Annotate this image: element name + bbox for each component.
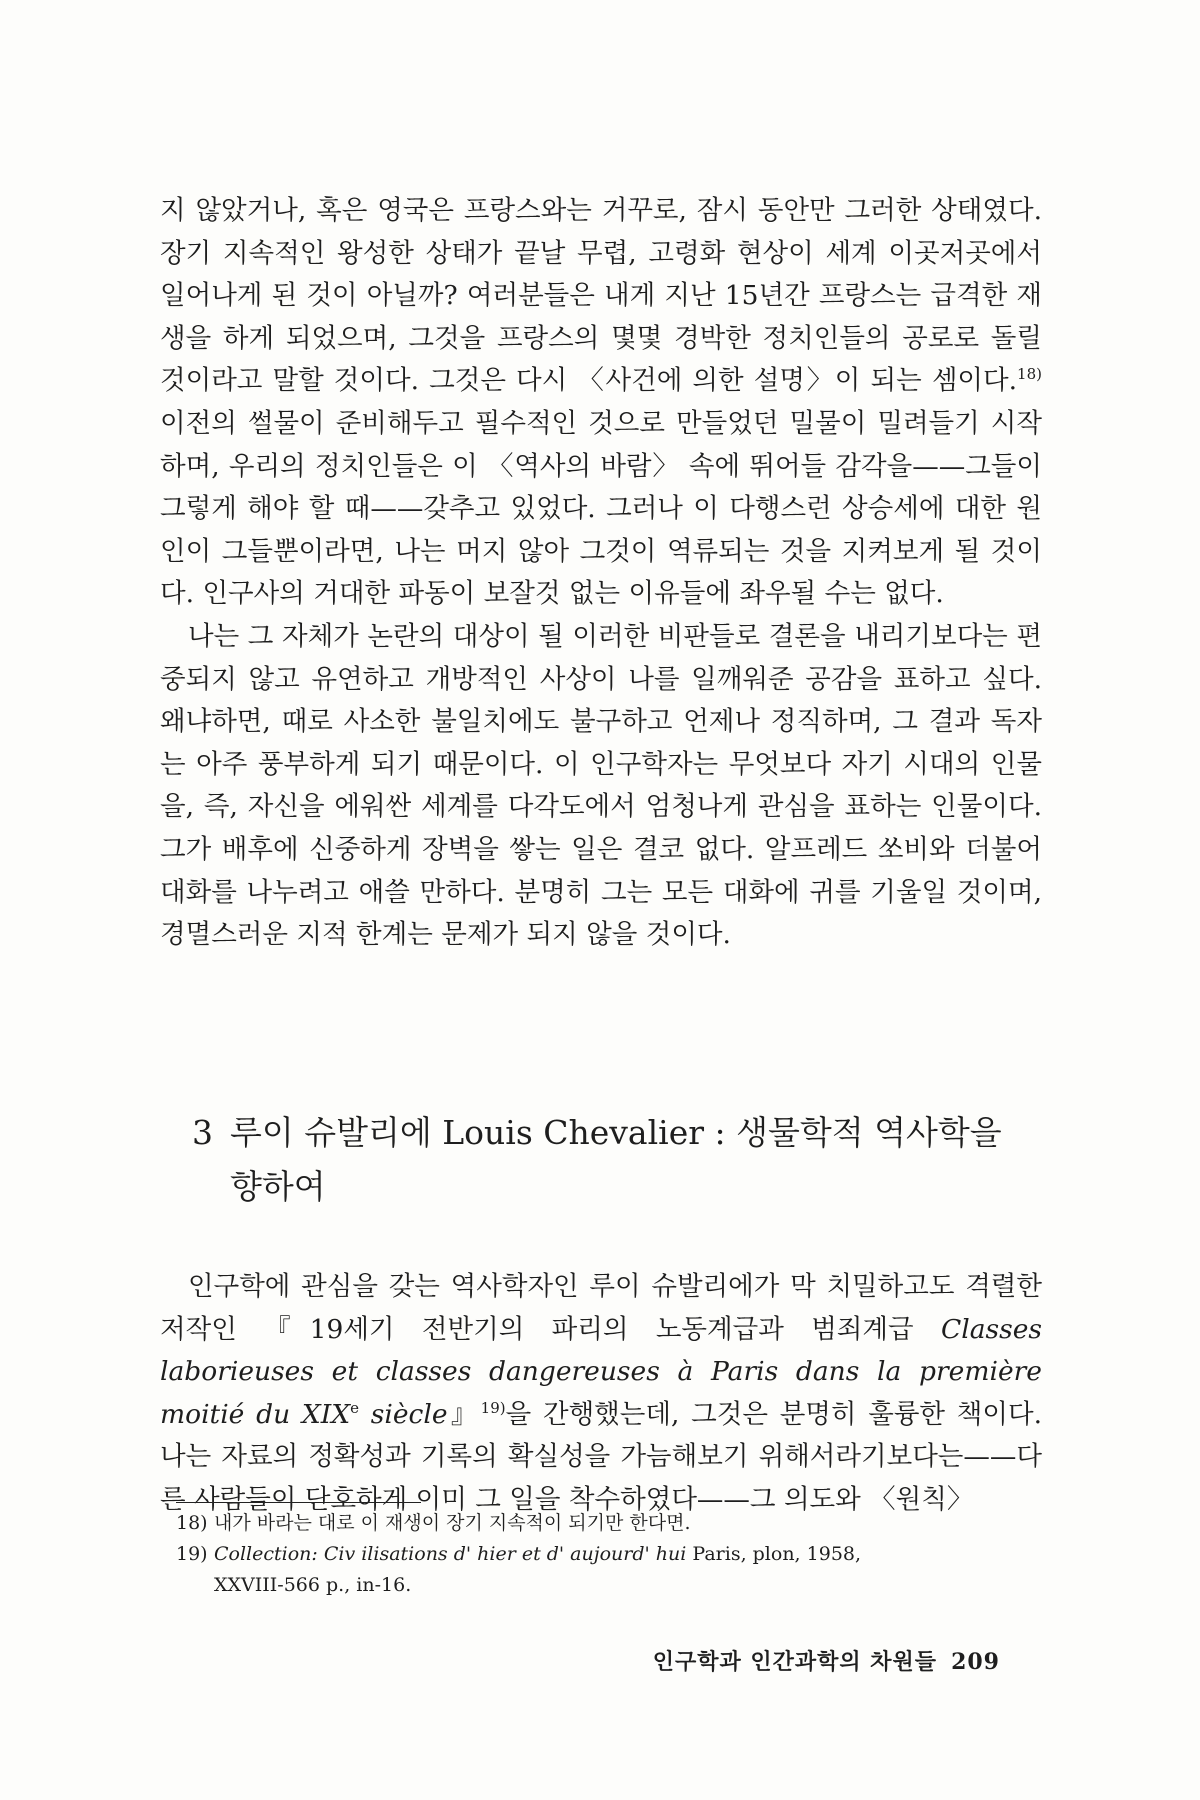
footnote-19 [176,1539,1042,1601]
section-heading [192,1106,1042,1214]
paragraph-3 [160,1266,1042,1522]
footnote-pagination: XXVIII-566 p., in-16. [214,1574,412,1596]
paragraph-3-text-a: 인구학에 관심을 갖는 역사학자인 루이 슈발리에가 막 치밀하고도 격렬한 저작인 『19세기 전반기의 파리의 노동계급과 범죄계급 [160,1271,1042,1345]
paragraph-3-text-b: 을 간행했는데, 그것은 분명히 훌륭한 책이다. 나는 자료의 정확성과 기록의 확실성을 가늠해보기 위해서라기보다는——다른 사람들이 단호하게 이미 그 일을 착수하였다——그 의도와 〈원칙〉 [160,1398,1043,1515]
footnote-publisher: Paris, plon, 1958, [686,1543,862,1565]
section-number: 3 [192,1113,213,1152]
book-title-french: Classes laborieuses et classes dangereuses à Paris dans la première moitié du XIX [160,1313,1042,1430]
page-number: 209 [951,1649,1000,1675]
footnote-number: 19) [176,1543,208,1565]
section-title-line-1: 루이 슈발리에 Louis Chevalier : 생물학적 역사학을 [230,1113,1002,1152]
superscript-e: e [350,1398,359,1417]
paragraph-1-text-b: 이전의 썰물이 준비해두고 필수적인 것으로 만들었던 밀물이 밀려들기 시작하며, 우리의 정치인들은 이 〈역사의 바람〉 속에 뛰어들 감각을——그들이 그렇게 해야 할 때——갖추고 있었다. 그러나 이 다행스런 상승세에 대한 원인이 그들뿐이라면, 나는 머지 않아 그것이 역류되는 것을 지켜보게 될 것이다. 인구사의 거대한 파동이 보잘것 없는 이유들에 좌우될 수는 없다. [160,407,1042,610]
footnotes [176,1508,1042,1601]
footnote-18 [176,1508,1042,1539]
footnote-ref-19: 19) [480,1398,506,1417]
paragraph-1 [160,190,1042,616]
footnote-divider [176,1502,421,1503]
footnote-collection-title: Collection: Civ ilisations d' hier et d' aujourd' hui [214,1543,687,1565]
book-title-french-end: siècle [359,1398,448,1430]
paragraph-1-text-a: 지 않았거나, 혹은 영국은 프랑스와는 거꾸로, 잠시 동안만 그러한 상태였다. 장기 지속적인 왕성한 상태가 끝날 무렵, 고령화 현상이 세계 이곳저곳에서 일어나게 된 것이 아닐까? 여러분들은 내게 지난 15년간 프랑스는 급격한 재생을 하게 되었으며, 그것을 프랑스의 몇몇 경박한 정치인들의 공로로 돌릴 것이라고 말할 것이다. 그것은 다시 〈사건에 의한 설명〉이 되는 셈이다. [160,195,1042,397]
running-title: 인구학과 인간과학의 차원들 [652,1649,938,1675]
footnote-text: 내가 바라는 대로 이 재생이 장기 지속적이 되기만 한다면. [214,1512,691,1534]
footnote-ref-18: 18) [1017,365,1042,384]
section-title-line-2: 향하여 [230,1167,326,1206]
paragraph-2 [160,616,1042,957]
paragraph-2-text: 나는 그 자체가 논란의 대상이 될 이러한 비판들로 결론을 내리기보다는 편중되지 않고 유연하고 개방적인 사상이 나를 일깨워준 공감을 표하고 싶다. 왜냐하면, 때로 사소한 불일치에도 불구하고 언제나 정직하며, 그 결과 독자는 아주 풍부하게 되기 때문이다. 이 인구학자는 무엇보다 자기 시대의 인물을, 즉, 자신을 에워싼 세계를 다각도에서 엄청나게 관심을 표하는 인물이다. 그가 배후에 신중하게 장벽을 쌓는 일은 결코 없다. 알프레드 쏘비와 더불어 대화를 나누려고 애쓸 만하다. 분명히 그는 모든 대화에 귀를 기울일 것이며, 경멸스러운 지적 한계는 문제가 되지 않을 것이다. [160,621,1042,951]
book-title-close-bracket: 』 [447,1398,481,1430]
footnote-number: 18) [176,1512,208,1534]
page-footer [653,1645,1000,1676]
